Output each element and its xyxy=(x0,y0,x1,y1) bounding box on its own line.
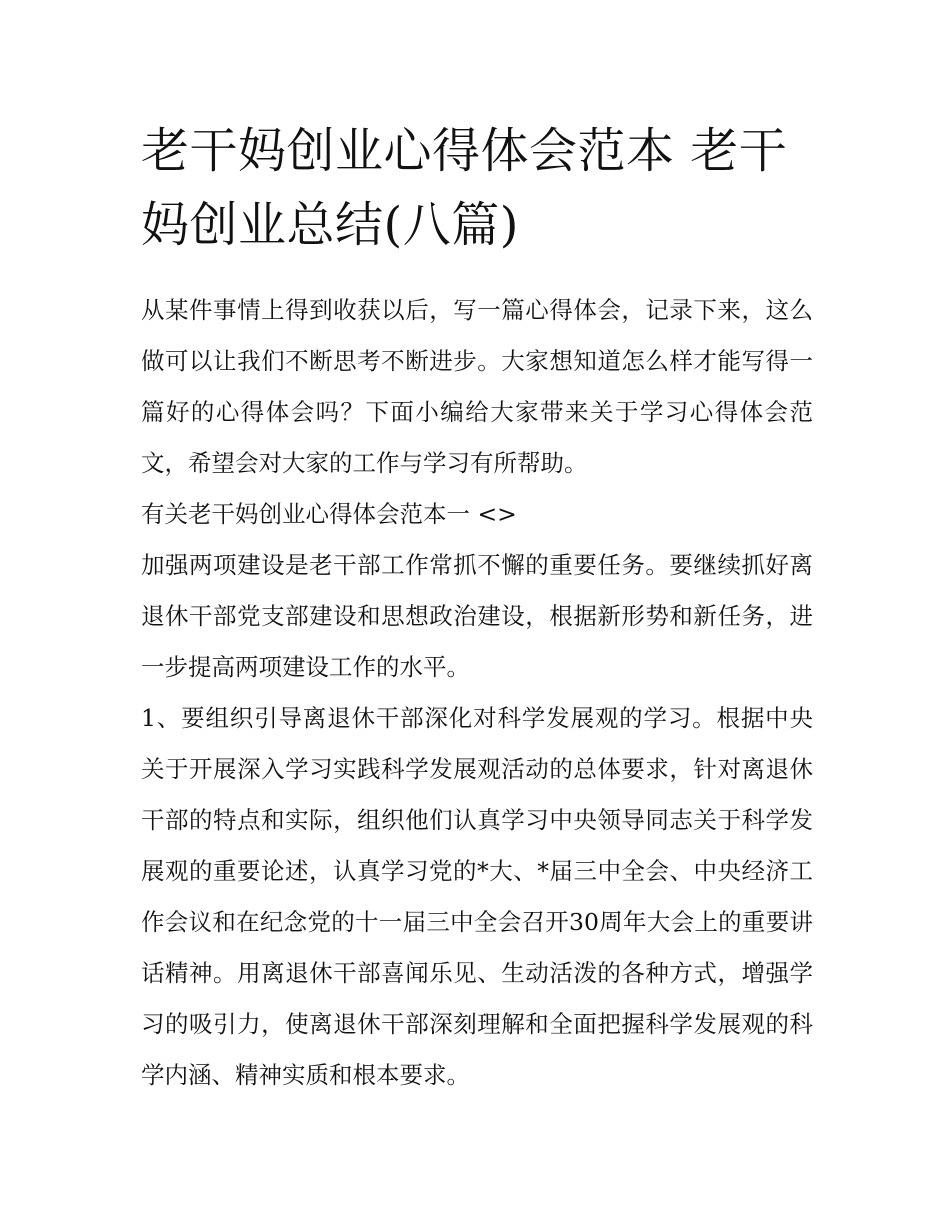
section-heading: 有关老干妈创业心得体会范本一 <> xyxy=(141,500,517,528)
body-paragraph: 加强两项建设是老干部工作常抓不懈的重要任务。要继续抓好离退休干部党支部建设和思想政治建设，根据新形势和新任务，进一步提高两项建设工作的水平。 xyxy=(141,551,813,681)
numbered-paragraph: 1、要组织引导离退休干部深化对科学发展观的学习。根据中央关于开展深入学习实践科学发展观活动的总体要求，针对离退休干部的特点和实际，组织他们认真学习中央领导同志关于科学发展观的重要论述，认真学习党的*大、*届三中全会、中央经济工作会议和在纪念党的十一届三中全会召开30周年大会上的重要讲话精神。用离退休干部喜闻乐见、生动活泼的各种方式，增强学习的吸引力，使离退休干部深刻理解和全面把握科学发展观的科学内涵、精神实质和根本要求。 xyxy=(141,704,813,1089)
document-title: 老干妈创业心得体会范本 老干妈创业总结(八篇) xyxy=(141,123,788,253)
document-page xyxy=(141,0,813,1229)
document-body xyxy=(141,285,813,1101)
intro-paragraph: 从某件事情上得到收获以后，写一篇心得体会，记录下来，这么做可以让我们不断思考不断进步。大家想知道怎么样才能写得一篇好的心得体会吗？下面小编给大家带来关于学习心得体会范文，希望会对大家的工作与学习有所帮助。 xyxy=(141,296,813,477)
